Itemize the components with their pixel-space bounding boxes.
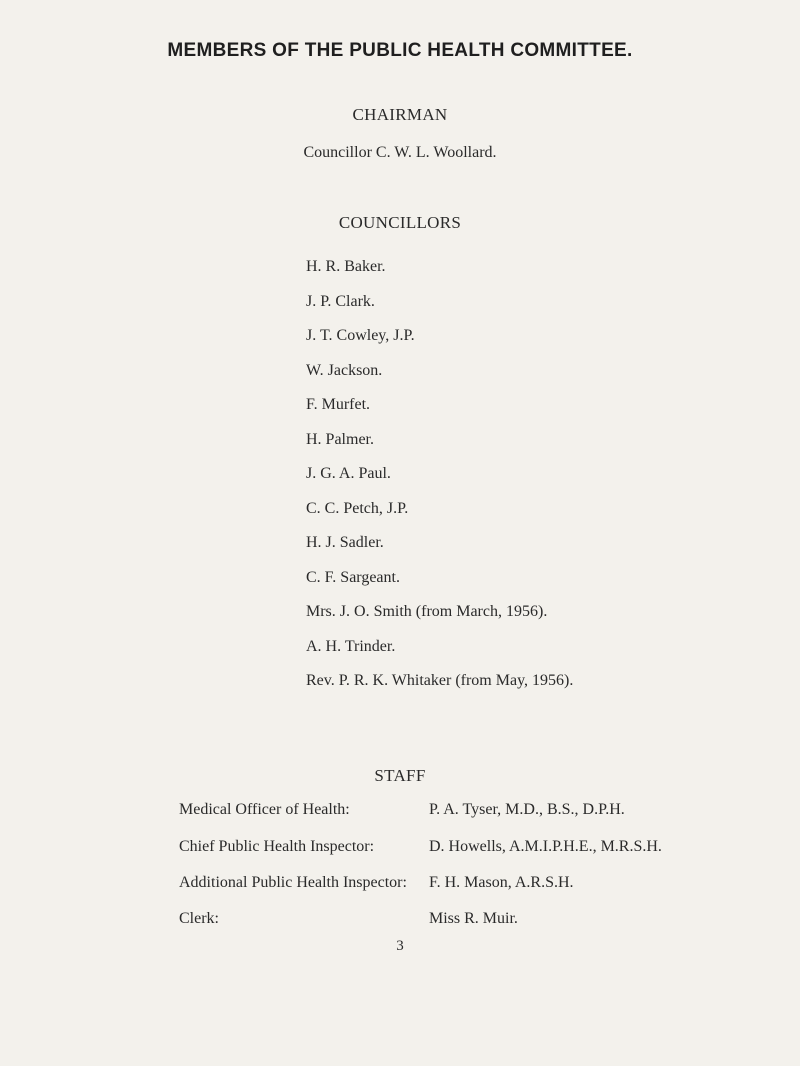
staff-row (179, 910, 779, 934)
staff-role: Chief Public Health Inspector: (179, 838, 375, 855)
staff-row (179, 874, 779, 898)
councillor-item: Mrs. J. O. Smith (from March, 1956). (306, 603, 548, 620)
staff-role: Clerk: (179, 910, 219, 927)
staff-heading: STAFF (374, 766, 426, 785)
staff-role: Additional Public Health Inspector: (179, 874, 407, 891)
staff-role: Medical Officer of Health: (179, 801, 350, 818)
councillor-item: H. R. Baker. (306, 258, 386, 275)
councillor-list (306, 250, 573, 699)
councillor-item: Rev. P. R. K. Whitaker (from May, 1956). (306, 672, 574, 689)
councillors-heading: COUNCILLORS (338, 213, 462, 232)
staff-name: P. A. Tyser, M.D., B.S., D.P.H. (429, 801, 625, 818)
chairman-heading: CHAIRMAN (352, 105, 448, 124)
staff-row (179, 838, 779, 862)
page-title: MEMBERS OF THE PUBLIC HEALTH COMMITTEE. (167, 40, 633, 61)
councillor-item: W. Jackson. (306, 361, 383, 379)
councillor-item: A. H. Trinder. (306, 637, 396, 655)
chairman-name: Councillor C. W. L. Woollard. (303, 144, 497, 161)
councillor-item: J. G. A. Paul. (306, 465, 391, 482)
staff-row (179, 801, 779, 825)
staff-name: D. Howells, A.M.I.P.H.E., M.R.S.H. (429, 838, 662, 855)
staff-name: Miss R. Muir. (429, 910, 518, 927)
councillor-item: C. F. Sargeant. (306, 568, 400, 586)
councillor-item: H. Palmer. (306, 430, 374, 448)
councillor-item: H. J. Sadler. (306, 534, 384, 551)
page-number: 3 (396, 938, 404, 954)
councillor-item: J. T. Cowley, J.P. (306, 327, 415, 344)
staff-name: F. H. Mason, A.R.S.H. (429, 874, 574, 891)
councillor-item: J. P. Clark. (306, 292, 375, 310)
councillor-item: F. Murfet. (306, 396, 371, 413)
councillor-item: C. C. Petch, J.P. (306, 499, 409, 517)
